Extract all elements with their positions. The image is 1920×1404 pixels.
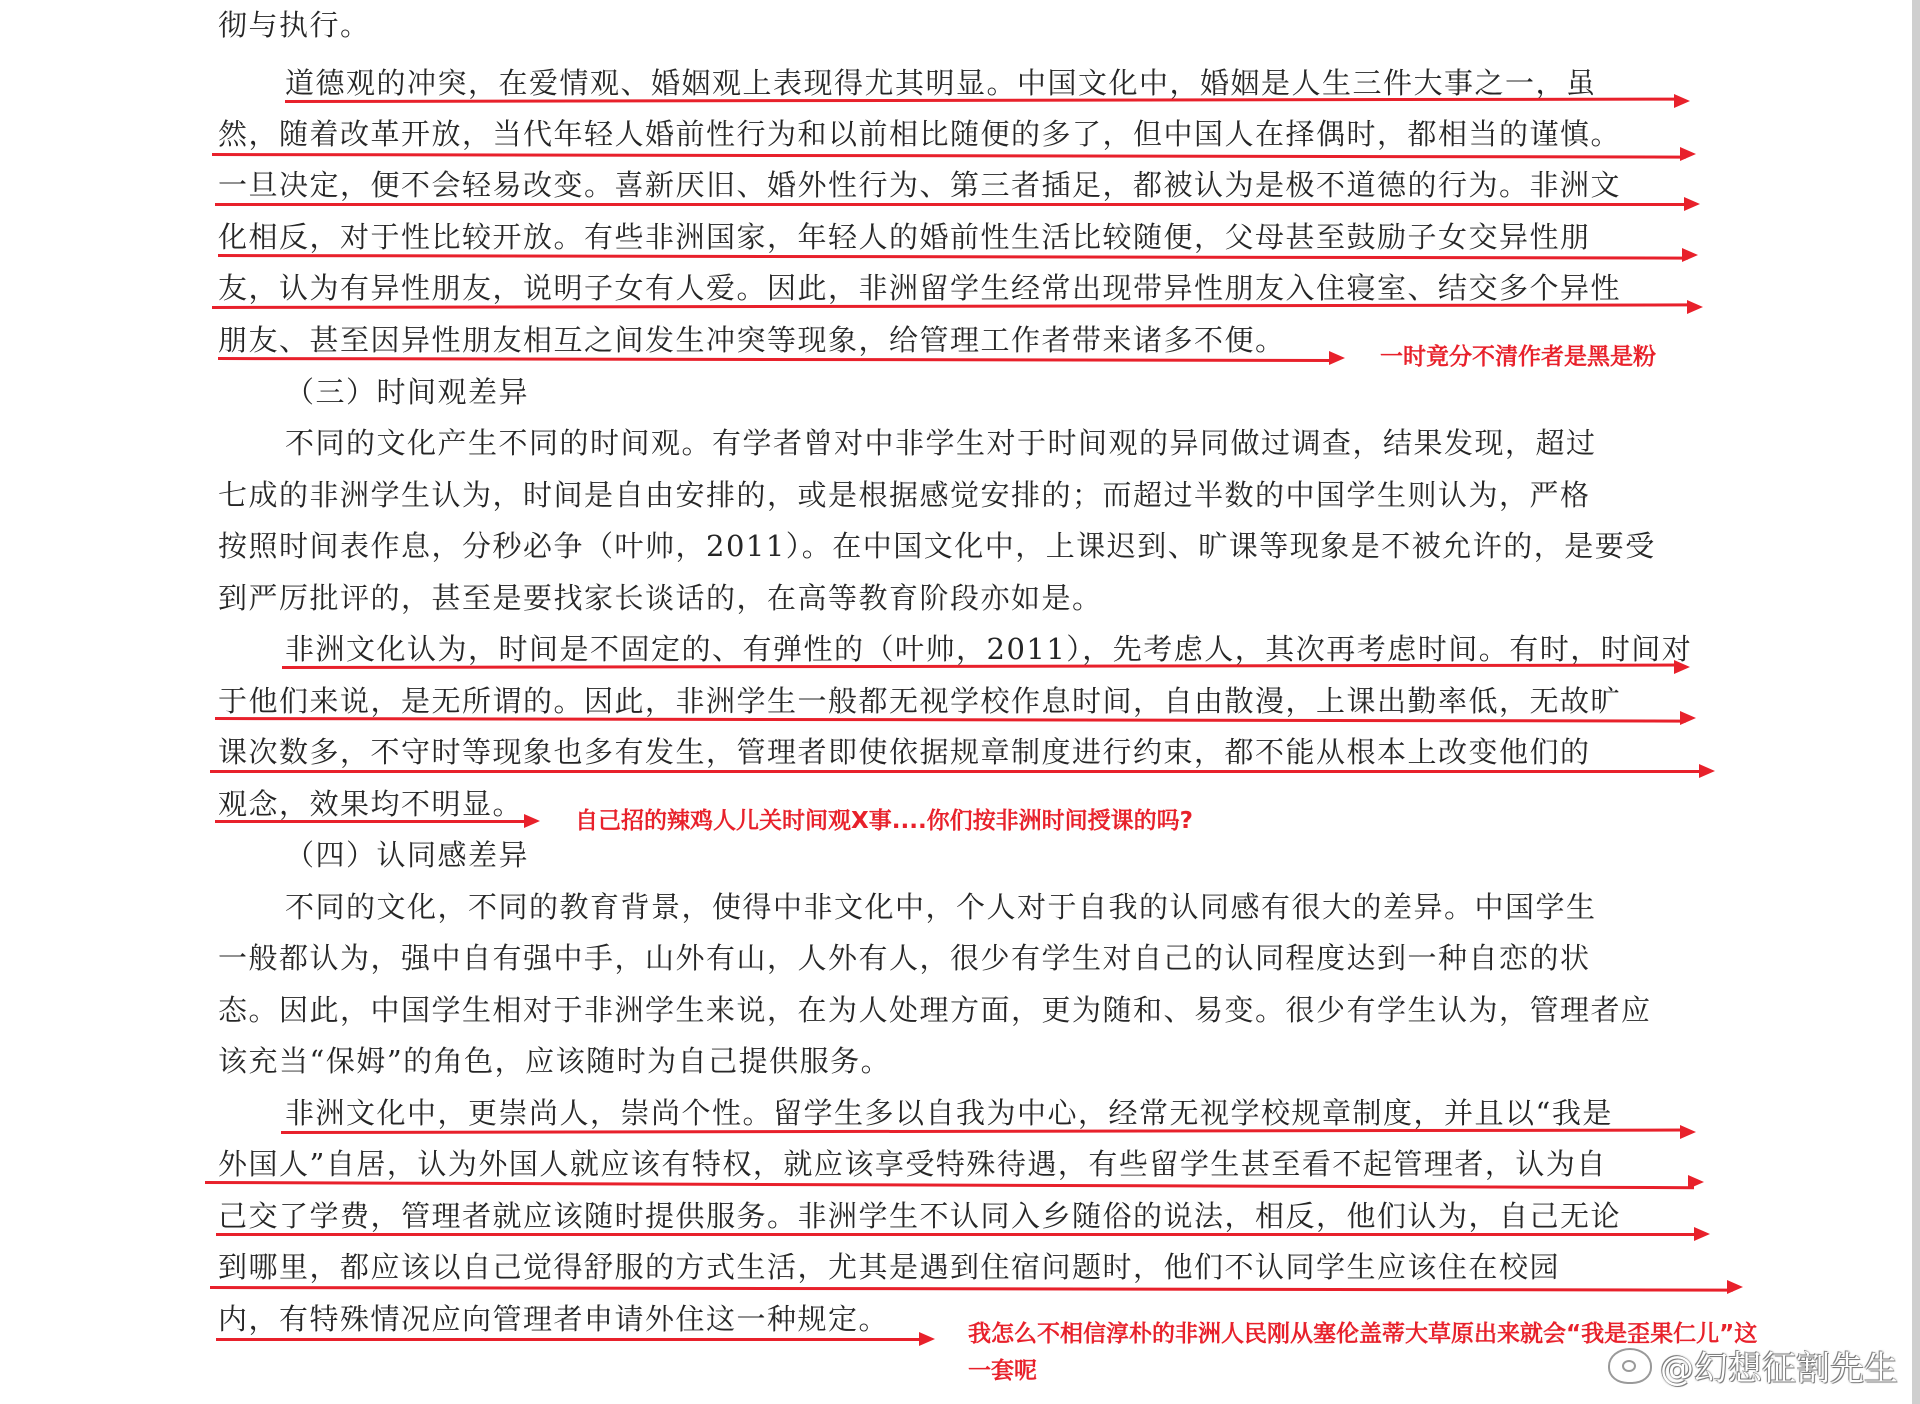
red-arrowhead-icon [1680,147,1696,161]
text-line: （四）认同感差异 [285,838,530,872]
text-line: 彻与执行。 [218,8,371,42]
text-line: 非洲文化认为，时间是不固定的、有弹性的（叶帅，2011），先考虑人，其次再考虑时间。有时，时间对 [285,632,1693,666]
text-line: 道德观的冲突，在爱情观、婚姻观上表现得尤其明显。中国文化中，婚姻是人生三件大事之一，虽 [285,66,1597,100]
red-arrowhead-icon [1674,660,1690,674]
text-line: 到哪里，都应该以自己觉得舒服的方式生活，尤其是遇到住宿问题时，他们不认同学生应该住在校园 [218,1250,1561,1284]
text-line: 非洲文化中，更崇尚人，崇尚个性。留学生多以自我为中心，经常无视学校规章制度，并且以“我是 [285,1096,1613,1130]
red-arrowhead-icon [919,1332,935,1346]
red-underline [215,203,1690,206]
red-arrowhead-icon [524,814,540,828]
text-line: 于他们来说，是无所谓的。因此，非洲学生一般都无视学校作息时间，自由散漫，上课出勤率低，无故旷 [218,684,1622,718]
red-arrowhead-icon [1674,94,1690,108]
text-line: 朋友、甚至因异性朋友相互之间发生冲突等现象，给管理工作者带来诸多不便。 [218,323,1286,357]
red-arrowhead-icon [1684,197,1700,211]
annotation-note-3-line-2: 一套呢 [968,1358,1037,1384]
text-line: （三）时间观差异 [285,375,530,409]
text-line: 己交了学费，管理者就应该随时提供服务。非洲学生不认同入乡随俗的说法，相反，他们认为，自己无论 [218,1199,1622,1233]
text-line: 然，随着改革开放，当代年轻人婚前性行为和以前相比随便的多了，但中国人在择偶时，都相当的谨慎。 [218,117,1622,151]
text-line: 观念，效果均不明显。 [218,787,524,821]
watermark [1608,1341,1898,1390]
red-underline [215,820,530,823]
red-arrowhead-icon [1688,1175,1704,1189]
text-line: 内，有特殊情况应向管理者申请外住这一种规定。 [218,1302,890,1336]
text-line: 外国人”自居，认为外国人就应该有特权，就应该享受特殊待遇，有些留学生甚至看不起管理者，认为自 [218,1147,1607,1181]
text-line: 不同的文化产生不同的时间观。有学者曾对中非学生对于时间观的异同做过调查，结果发现，超过 [285,426,1597,460]
red-arrowhead-icon [1727,1280,1743,1294]
weibo-logo-icon [1608,1348,1652,1384]
red-arrowhead-icon [1694,1227,1710,1241]
text-line: 友，认为有异性朋友，说明子女有人爱。因此，非洲留学生经常出现带异性朋友入住寝室、结交多个异性 [218,271,1622,305]
red-underline [216,1233,1700,1236]
text-line: 课次数多，不守时等现象也多有发生，管理者即使依据规章制度进行约束，都不能从根本上改变他们的 [218,735,1591,769]
text-line: 化相反，对于性比较开放。有些非洲国家，年轻人的婚前性生活比较随便，父母甚至鼓励子女交异性朋 [218,220,1591,254]
annotation-note-1: 一时竟分不清作者是黑是粉 [1380,344,1656,370]
red-arrowhead-icon [1329,351,1345,365]
red-arrowhead-icon [1699,764,1715,778]
text-line: 按照时间表作息，分秒必争（叶帅，2011）。在中国文化中，上课迟到、旷课等现象是不被允许的，是要受 [218,529,1656,563]
text-line: 该充当“保姆”的角色，应该随时为自己提供服务。 [218,1044,892,1078]
annotation-note-3-line-1: 我怎么不相信淳朴的非洲人民刚从塞伦盖蒂大草原出来就会“我是歪果仁儿”这 [968,1321,1758,1347]
text-line: 态。因此，中国学生相对于非洲学生来说，在为人处理方面，更为随和、易变。很少有学生认为，管理者应 [218,993,1652,1027]
text-line: 一旦决定，便不会轻易改变。喜新厌旧、婚外性行为、第三者插足，都被认为是极不道德的行为。非洲文 [218,168,1622,202]
red-underline [216,1338,925,1341]
red-underline [210,770,1705,773]
watermark-text: @幻想征割先生 [1660,1349,1898,1389]
text-line: 到严厉批评的，甚至是要找家长谈话的，在高等教育阶段亦如是。 [218,581,1103,615]
red-arrowhead-icon [1687,300,1703,314]
red-underline [218,357,1335,362]
text-line: 不同的文化，不同的教育背景，使得中非文化中，个人对于自我的认同感有很大的差异。中国学生 [285,890,1597,924]
page-edge [1912,0,1920,1404]
red-arrowhead-icon [1680,1125,1696,1139]
red-arrowhead-icon [1680,711,1696,725]
text-line: 七成的非洲学生认为，时间是自由安排的，或是根据感觉安排的；而超过半数的中国学生则认为，严格 [218,478,1591,512]
annotation-note-2: 自己招的辣鸡人儿关时间观X事....你们按非洲时间授课的吗? [575,808,1194,834]
text-line: 一般都认为，强中自有强中手，山外有山，人外有人，很少有学生对自己的认同程度达到一种自恋的状 [218,941,1591,975]
red-arrowhead-icon [1682,248,1698,262]
